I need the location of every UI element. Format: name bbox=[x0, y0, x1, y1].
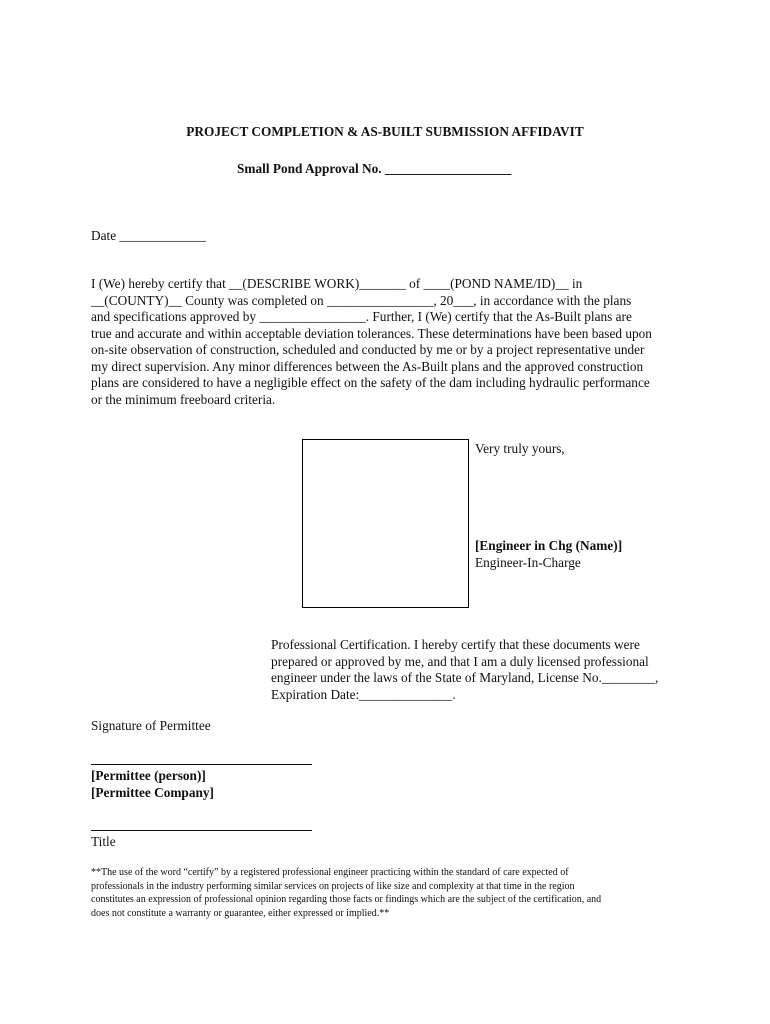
paragraph-line: I (We) hereby certify that __(DESCRIBE WORK)_______ of ____(POND NAME/ID)__ in bbox=[91, 276, 583, 291]
certification-paragraph bbox=[91, 276, 691, 408]
footnote bbox=[91, 866, 601, 920]
signature-rule bbox=[91, 764, 312, 765]
paragraph-line: or the minimum freeboard criteria. bbox=[91, 391, 276, 407]
paragraph-line: my direct supervision. Any minor differences between the As-Built plans and the approved construction bbox=[91, 358, 644, 374]
paragraph-line: plans are considered to have a negligible effect on the safety of the dam including hydraulic performance bbox=[91, 375, 650, 390]
approval-number-line: Small Pond Approval No. ___________________ bbox=[237, 161, 512, 176]
permittee-block bbox=[91, 767, 214, 801]
title-rule bbox=[91, 830, 312, 831]
paragraph-line: and specifications approved by ________________. Further, I (We) certify that the As-Built plans are bbox=[91, 309, 632, 324]
certification-line: Expiration Date:______________. bbox=[271, 686, 456, 702]
certification-line: Professional Certification. I hereby certify that these documents were bbox=[271, 637, 640, 652]
document-title: PROJECT COMPLETION & AS-BUILT SUBMISSION AFFIDAVIT bbox=[186, 124, 584, 139]
title-label: Title bbox=[91, 834, 116, 849]
permittee-person: [Permittee (person)] bbox=[91, 768, 206, 783]
paragraph-line: __(COUNTY)__ County was completed on ________________, 20___, in accordance with the plans bbox=[91, 292, 632, 308]
certification-line: prepared or approved by me, and that I am a duly licensed professional bbox=[271, 653, 649, 669]
permittee-company: [Permittee Company] bbox=[91, 785, 214, 800]
date-line: Date _____________ bbox=[91, 228, 206, 243]
footnote-line: professionals in the industry performing similar services on projects of like size and complexity at that time in the region bbox=[91, 880, 575, 892]
professional-certification bbox=[271, 637, 658, 703]
engineer-name: [Engineer in Chg (Name)] bbox=[475, 538, 623, 553]
footnote-line: does not constitute a warranty or guarantee, either expressed or implied.** bbox=[91, 907, 390, 919]
signature-label: Signature of Permittee bbox=[91, 718, 211, 733]
paragraph-line: on-site observation of construction, scheduled and conducted by me or by a project representative under bbox=[91, 342, 645, 357]
certification-line: engineer under the laws of the State of Maryland, License No.________, bbox=[271, 670, 659, 685]
paragraph-line: true and accurate and within acceptable deviation tolerances. These determinations have been based upon bbox=[91, 325, 652, 341]
engineer-title: Engineer-In-Charge bbox=[475, 555, 581, 570]
footnote-line: **The use of the word “certify” by a registered professional engineer practicing within the standard of care expected of bbox=[91, 867, 569, 878]
footnote-line: constitutes an expression of professional opinion regarding those facts or findings which are the subject of the certification, and bbox=[91, 894, 602, 905]
engineer-seal-box bbox=[302, 439, 469, 608]
closing-salutation: Very truly yours, bbox=[475, 441, 565, 456]
